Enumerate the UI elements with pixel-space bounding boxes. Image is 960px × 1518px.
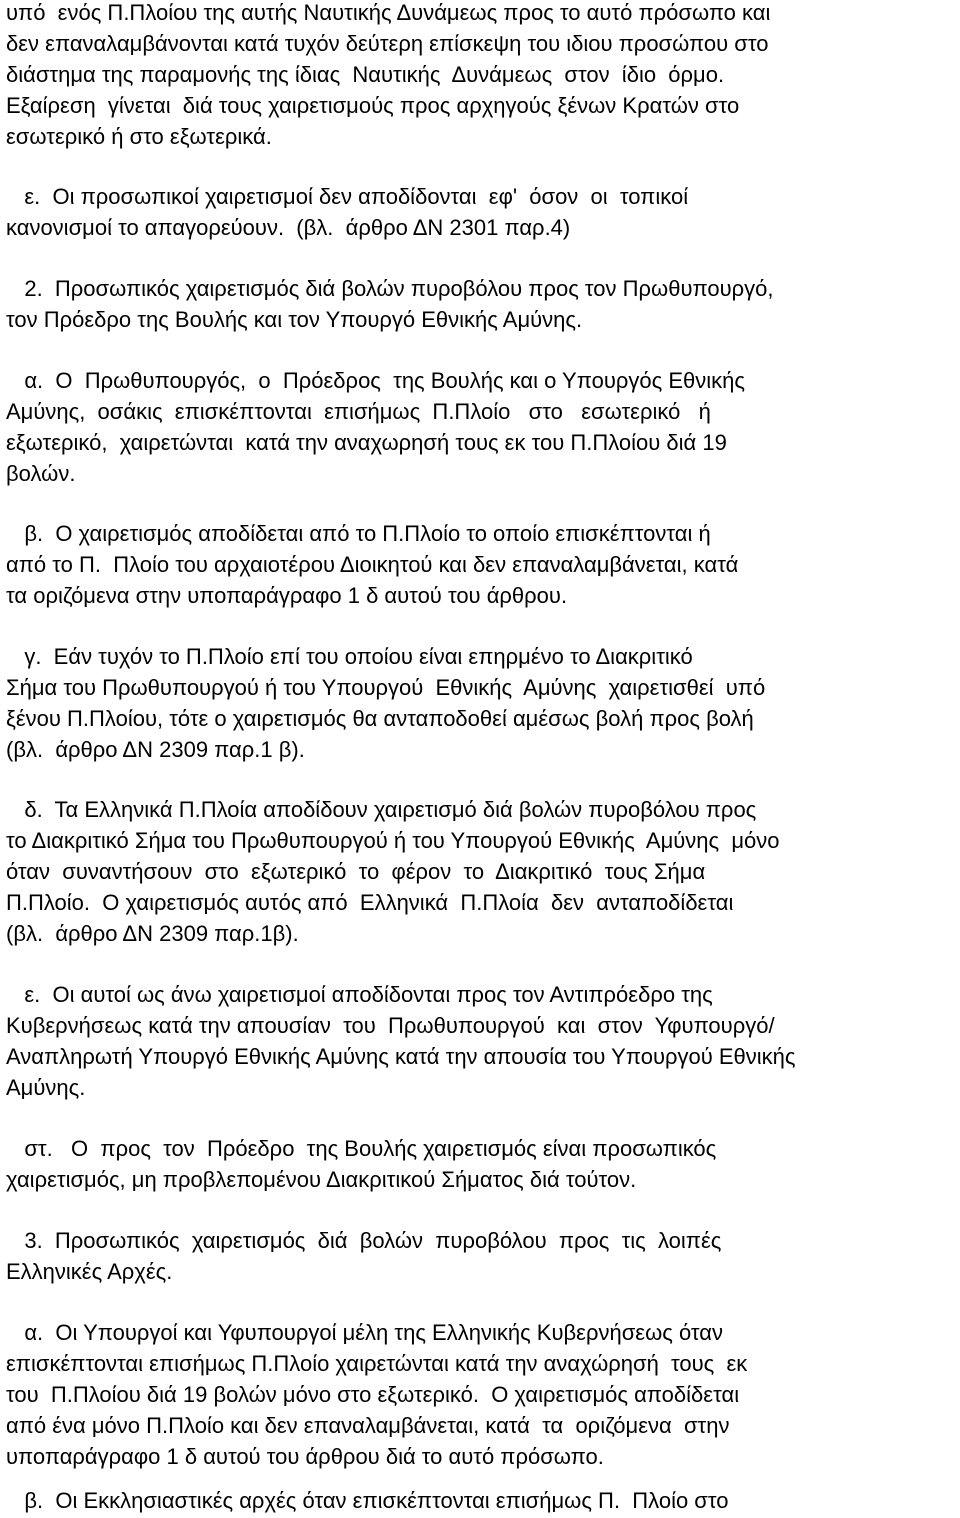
text-line: από ένα μόνο Π.Πλοίο και δεν επαναλαμβάνεται, κατά τα οριζόμενα στην [6, 1413, 730, 1438]
text-line: το Διακριτικό Σήμα του Πρωθυπουργού ή του Υπουργού Εθνικής Αμύνης μόνο [6, 828, 780, 853]
text-line: Αναπληρωτή Υπουργό Εθνικής Αμύνης κατά την απουσία του Υπουργού Εθνικής [6, 1044, 796, 1069]
text-line: (βλ. άρθρο ΔΝ 2309 παρ.1 β). [6, 737, 305, 762]
text-line: κανονισμοί το απαγορεύουν. (βλ. άρθρο ΔΝ 2301 παρ.4) [6, 215, 571, 240]
text-line: α. Ο Πρωθυπουργός, ο Πρόεδρος της Βουλής και ο Υπουργός Εθνικής [6, 368, 745, 393]
text-line: Ελληνικές Αρχές. [6, 1259, 173, 1284]
text-line: ε. Οι αυτοί ως άνω χαιρετισμοί αποδίδονται προς τον Αντιπρόεδρο της [6, 982, 713, 1007]
text-line: Σήμα του Πρωθυπουργού ή του Υπουργού Εθνικής Αμύνης χαιρετισθεί υπό [6, 675, 766, 700]
text-line: δεν επαναλαμβάνονται κατά τυχόν δεύτερη επίσκεψη του ιδιου προσώπου στο [6, 31, 769, 56]
text-line: Αμύνης. [6, 1075, 86, 1100]
text-line: επισκέπτονται επισήμως Π.Πλοίο χαιρετώνται κατά την αναχώρησή τους εκ [6, 1351, 748, 1376]
text-line: Εξαίρεση γίνεται διά τους χαιρετισμούς προς αρχηγούς ξένων Κρατών στο [6, 93, 740, 118]
text-line: στ. Ο προς τον Πρόεδρο της Βουλής χαιρετισμός είναι προσωπικός [6, 1136, 717, 1161]
text-line: γ. Εάν τυχόν το Π.Πλοίο επί του οποίου είναι επηρμένο το Διακριτικό [6, 644, 693, 669]
text-line: βολών. [6, 461, 76, 486]
text-line: τα οριζόμενα στην υποπαράγραφο 1 δ αυτού του άρθρου. [6, 583, 568, 608]
text-line: α. Οι Υπουργοί και Υφυπουργοί μέλη της Ελληνικής Κυβερνήσεως όταν [6, 1320, 724, 1345]
text-line: υποπαράγραφο 1 δ αυτού του άρθρου διά το αυτό πρόσωπο. [6, 1444, 604, 1469]
text-line: Κυβερνήσεως κατά την απουσίαν του Πρωθυπουργού και στον Υφυπουργό/ [6, 1013, 775, 1038]
text-line: β. Ο χαιρετισμός αποδίδεται από το Π.Πλοίο το οποίο επισκέπτονται ή [6, 521, 711, 546]
text-line: 3. Προσωπικός χαιρετισμός διά βολών πυροβόλου προς τις λοιπές [6, 1228, 722, 1253]
text-line: Αμύνης, οσάκις επισκέπτονται επισήμως Π.Πλοίο στο εσωτερικό ή [6, 399, 711, 424]
text-line: χαιρετισμός, μη προβλεπομένου Διακριτικού Σήματος διά τούτον. [6, 1167, 637, 1192]
text-line: 2. Προσωπικός χαιρετισμός διά βολών πυροβόλου προς τον Πρωθυπουργό, [6, 276, 774, 301]
text-line: από το Π. Πλοίο του αρχαιοτέρου Διοικητού και δεν επαναλαμβάνεται, κατά [6, 552, 739, 577]
text-line: Π.Πλοίο. Ο χαιρετισμός αυτός από Ελληνικά Π.Πλοία δεν ανταποδίδεται [6, 890, 734, 915]
text-line: όταν συναντήσουν στο εξωτερικό το φέρον το Διακριτικό τους Σήμα [6, 859, 706, 884]
text-line: β. Οι Εκκλησιαστικές αρχές όταν επισκέπτονται επισήμως Π. Πλοίο στο [6, 1488, 729, 1513]
text-line: ξένου Π.Πλοίου, τότε ο χαιρετισμός θα ανταποδοθεί αμέσως βολή προς βολή [6, 706, 754, 731]
text-line: εξωτερικό, χαιρετώνται κατά την αναχωρησή τους εκ του Π.Πλοίου διά 19 [6, 430, 727, 455]
text-line: εσωτερικό ή στο εξωτερικά. [6, 124, 272, 149]
text-line: υπό ενός Π.Πλοίου της αυτής Ναυτικής Δυνάμεως προς το αυτό πρόσωπο και [6, 0, 771, 25]
text-line: ε. Οι προσωπικοί χαιρετισμοί δεν αποδίδονται εφ' όσον οι τοπικοί [6, 184, 689, 209]
text-line: δ. Τα Ελληνικά Π.Πλοία αποδίδουν χαιρετισμό διά βολών πυροβόλου προς [6, 797, 757, 822]
text-line: διάστημα της παραμονής της ίδιας Ναυτικής Δυνάμεως στον ίδιο όρμο. [6, 62, 725, 87]
text-line: του Π.Πλοίου διά 19 βολών μόνο στο εξωτερικό. Ο χαιρετισμός αποδίδεται [6, 1382, 740, 1407]
text-line: τον Πρόεδρο της Βουλής και τον Υπουργό Εθνικής Αμύνης. [6, 307, 583, 332]
text-line: (βλ. άρθρο ΔΝ 2309 παρ.1β). [6, 921, 299, 946]
